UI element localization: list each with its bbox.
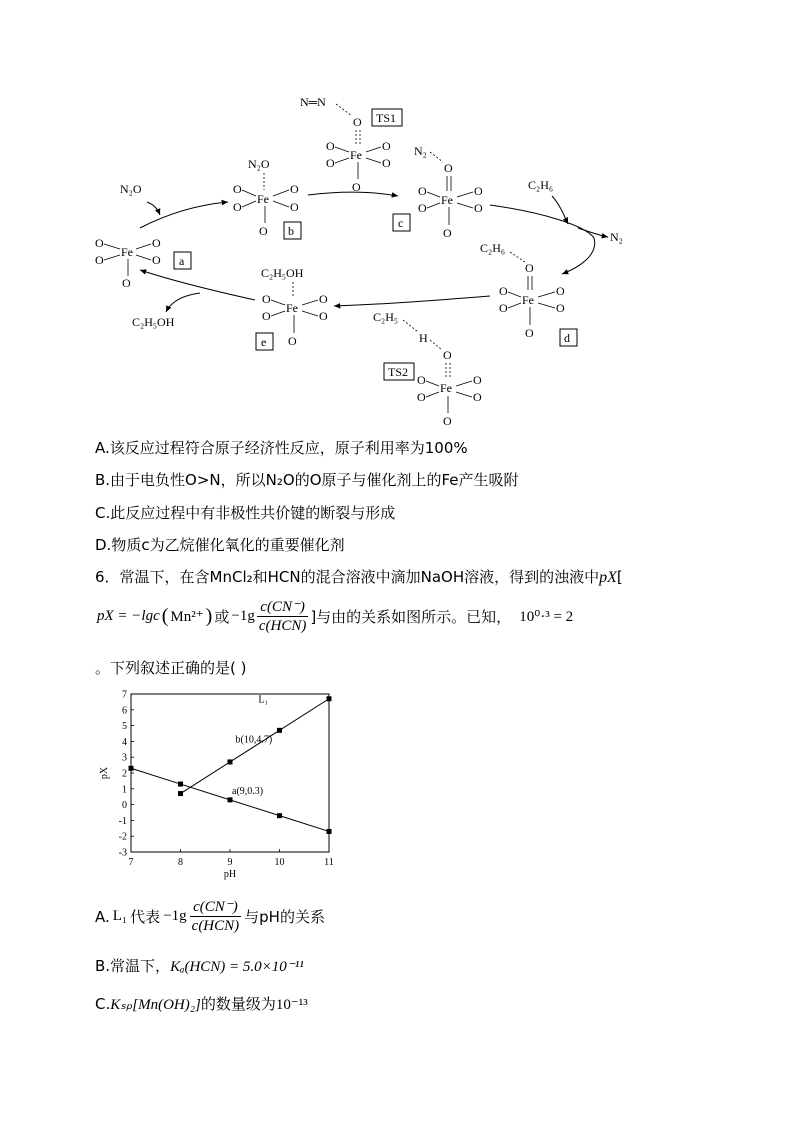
ksp-formula: Kₛₚ[Mn(OH)₂] xyxy=(110,997,201,1013)
data-point xyxy=(277,728,282,733)
known-value: 10⁰·³ = 2 xyxy=(519,609,574,625)
svg-text:Fe: Fe xyxy=(286,301,298,315)
svg-text:O: O xyxy=(290,200,299,214)
svg-text:O: O xyxy=(474,184,483,198)
species-d xyxy=(480,241,577,346)
svg-text:O: O xyxy=(556,301,565,315)
y-tick-label: 1 xyxy=(122,784,127,796)
svg-text:O: O xyxy=(473,373,482,387)
svg-text:O: O xyxy=(326,156,335,170)
option-a-mid: 代表 xyxy=(130,908,161,926)
svg-text:O: O xyxy=(233,182,242,196)
data-point xyxy=(178,791,183,796)
y-axis-label: pX xyxy=(99,766,110,780)
x-tick-label: 11 xyxy=(324,857,334,868)
svg-text:O: O xyxy=(152,253,161,267)
svg-text:O: O xyxy=(382,139,391,153)
x-tick-label: 10 xyxy=(274,857,285,868)
q6-stem-line1 xyxy=(95,566,623,587)
x-tick-label: 7 xyxy=(128,857,134,868)
q5-option-c[interactable]: C.此反应过程中有非极性共价键的断裂与形成 xyxy=(95,504,396,522)
species-c xyxy=(393,144,483,240)
svg-text:O: O xyxy=(417,390,426,404)
option-a-fraction xyxy=(190,898,242,935)
x-tick-label: 8 xyxy=(178,857,183,868)
svg-text:Fe: Fe xyxy=(257,192,269,206)
svg-text:O: O xyxy=(262,292,271,306)
svg-text:Fe: Fe xyxy=(440,381,452,395)
svg-text:O: O xyxy=(418,184,427,198)
annotation-label: a(9,0.3) xyxy=(232,785,264,797)
svg-text:O: O xyxy=(352,180,361,194)
q6-option-a[interactable] xyxy=(95,898,325,935)
annotation-label: b(10,4.7) xyxy=(235,734,273,746)
species-a xyxy=(95,236,191,290)
svg-text:C₂H₅OH: C₂H₅OH xyxy=(261,266,304,280)
ksp-value: 10⁻¹³ xyxy=(275,997,308,1013)
svg-text:O: O xyxy=(262,309,271,323)
q5-option-d[interactable]: D.物质c为乙烷催化氧化的重要催化剂 xyxy=(95,536,345,554)
data-point xyxy=(277,813,282,818)
svg-text:O: O xyxy=(417,373,426,387)
q6-stem-continuation: ]与由的关系如图所示。已知， xyxy=(310,608,512,626)
data-point xyxy=(327,696,332,701)
svg-text:O: O xyxy=(233,200,242,214)
fraction-numerator: c(CN⁻) xyxy=(257,598,309,617)
data-point xyxy=(178,782,183,787)
svg-text:N₂: N₂ xyxy=(414,144,427,158)
svg-text:O: O xyxy=(95,253,104,267)
svg-text:O: O xyxy=(319,292,328,306)
y-tick-label: -1 xyxy=(118,815,127,827)
data-point xyxy=(228,797,233,802)
x-axis-label: pH xyxy=(223,869,237,880)
svg-text:O: O xyxy=(353,115,362,129)
n2-product: N₂ xyxy=(610,230,623,244)
ethanol-product: C₂H₅OH xyxy=(132,315,175,329)
label-ts1: TS1 xyxy=(376,111,397,125)
y-tick-label: -3 xyxy=(118,847,127,859)
data-point xyxy=(327,829,332,834)
svg-text:O: O xyxy=(122,276,131,290)
svg-text:O: O xyxy=(525,261,534,275)
y-tick-label: -2 xyxy=(118,831,127,843)
y-tick-label: 6 xyxy=(122,705,127,717)
svg-text:O: O xyxy=(474,201,483,215)
svg-text:O: O xyxy=(443,348,452,362)
svg-text:Fe: Fe xyxy=(522,293,534,307)
n2o-reactant: N₂O xyxy=(120,182,142,196)
fraction-denominator: c(HCN) xyxy=(258,618,307,634)
svg-text:O: O xyxy=(259,224,268,238)
ka-formula: Kₐ(HCN) = 5.0×10⁻¹¹ xyxy=(170,959,304,975)
mn-ion: Mn²⁺ xyxy=(170,609,204,625)
y-tick-label: 3 xyxy=(122,752,127,764)
px-vs-ph-chart xyxy=(95,686,345,886)
species-b xyxy=(233,157,301,239)
svg-text:O: O xyxy=(326,139,335,153)
y-tick-label: 7 xyxy=(122,689,127,701)
svg-text:O: O xyxy=(152,236,161,250)
px-symbol: pX xyxy=(599,569,617,586)
y-tick-label: 2 xyxy=(122,768,127,780)
cn-ratio-fraction xyxy=(257,598,309,635)
data-point xyxy=(228,759,233,764)
label-b: b xyxy=(288,224,294,238)
svg-text:C₂H₅: C₂H₅ xyxy=(373,310,399,324)
option-a-prefix: A. xyxy=(95,907,110,926)
option-a-minus-lg: −1g xyxy=(163,908,187,924)
svg-text:O: O xyxy=(443,414,452,428)
svg-text:O: O xyxy=(473,390,482,404)
q6-stem-text: 6．常温下，在含MnCl₂和HCN的混合溶液中滴加NaOH溶液，得到的浊液中 xyxy=(95,568,600,586)
label-ts2: TS2 xyxy=(388,365,409,379)
data-point xyxy=(129,766,134,771)
label-a: a xyxy=(179,254,185,268)
y-tick-label: 5 xyxy=(122,721,127,733)
q6-option-b[interactable] xyxy=(95,955,304,976)
svg-text:O: O xyxy=(525,326,534,340)
minus-lg: −1g xyxy=(231,608,255,624)
y-tick-label: 4 xyxy=(122,736,127,748)
option-b-prefix: B.常温下， xyxy=(95,957,171,975)
label-d: d xyxy=(564,331,570,345)
label-c: c xyxy=(398,216,404,230)
svg-text:N₂O: N₂O xyxy=(248,157,270,171)
c2h6-reactant: C₂H₆ xyxy=(528,178,554,192)
y-tick-label: 0 xyxy=(122,800,127,812)
svg-text:N═N: N═N xyxy=(300,95,326,109)
svg-text:Fe: Fe xyxy=(441,193,453,207)
svg-text:O: O xyxy=(418,201,427,215)
option-c-prefix: C. xyxy=(95,995,111,1013)
svg-text:O: O xyxy=(499,284,508,298)
transition-state-2 xyxy=(373,310,482,428)
annotation-label: L₁ xyxy=(258,694,268,706)
option-a-numerator: c(CN⁻) xyxy=(190,898,242,917)
bracket-open: [ xyxy=(616,568,623,586)
svg-text:H: H xyxy=(419,331,428,345)
q6-option-c[interactable] xyxy=(95,993,308,1014)
svg-text:O: O xyxy=(288,334,297,348)
svg-text:O: O xyxy=(444,161,453,175)
l1-symbol: L₁ xyxy=(112,908,128,924)
svg-text:Fe: Fe xyxy=(350,148,362,162)
label-e: e xyxy=(261,335,267,349)
svg-text:O: O xyxy=(556,284,565,298)
catalytic-cycle-diagram xyxy=(0,80,794,435)
svg-text:O: O xyxy=(499,301,508,315)
transition-state-1 xyxy=(300,95,402,194)
option-c-suffix: 的数量级为 xyxy=(200,995,276,1013)
svg-text:O: O xyxy=(319,309,328,323)
svg-text:C₂H₆: C₂H₆ xyxy=(480,241,506,255)
q6-stem-line2: pX = −lgc ( Mn²⁺ ) 或 −1g $\frac{c(CN^-)}{\text{c(HCN)}}$ ]与由的关系如图所示。已知， 10⁰·³ = 2 xyxy=(97,599,574,634)
svg-text:O: O xyxy=(443,226,452,240)
option-a-suffix: 与pH的关系 xyxy=(244,908,325,926)
svg-text:O: O xyxy=(382,156,391,170)
q5-option-b[interactable]: B.由于电负性O>N，所以N₂O的O原子与催化剂上的Fe产生吸附 xyxy=(95,471,519,489)
or-text: 或 xyxy=(214,608,230,626)
svg-text:Fe: Fe xyxy=(121,245,133,259)
x-tick-label: 9 xyxy=(227,857,233,868)
option-a-denominator: c(HCN) xyxy=(191,918,240,934)
o-label: O xyxy=(95,236,104,250)
px-definition: pX = −lgc xyxy=(97,608,160,624)
q6-stem-line3: 。下列叙述正确的是( ) xyxy=(95,659,247,677)
svg-text:O: O xyxy=(290,182,299,196)
species-e xyxy=(256,266,328,350)
q5-option-a[interactable]: A.该反应过程符合原子经济性反应，原子利用率为100% xyxy=(95,439,468,457)
